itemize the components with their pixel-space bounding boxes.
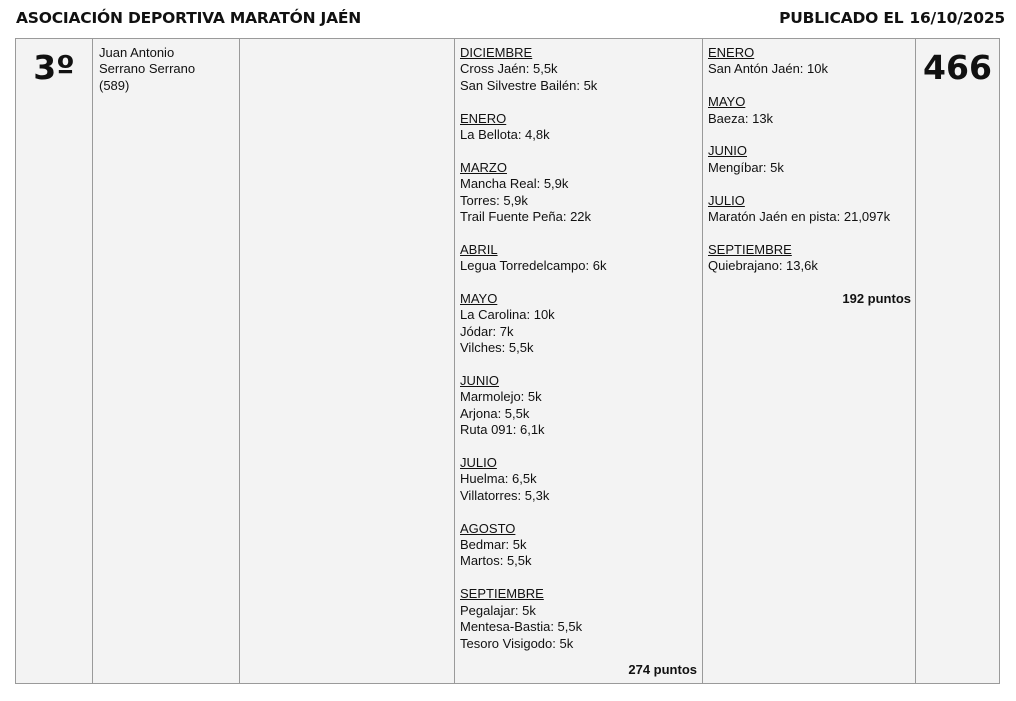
race-entry: San Antón Jaén: 10k bbox=[708, 61, 828, 77]
month-heading: JULIO bbox=[708, 192, 745, 208]
race-entry: Marmolejo: 5k bbox=[460, 389, 542, 405]
athlete-first-name: Juan Antonio bbox=[99, 45, 175, 60]
race-entry: Torres: 5,9k bbox=[460, 192, 528, 208]
published-info bbox=[779, 9, 1005, 27]
season1-race-list bbox=[460, 45, 702, 652]
season1-races-cell bbox=[454, 39, 702, 683]
ranking-table bbox=[15, 38, 1000, 684]
month-group bbox=[460, 242, 702, 275]
month-group bbox=[708, 193, 915, 226]
season2-race-list bbox=[708, 45, 915, 275]
season2-points: 192 puntos bbox=[842, 291, 911, 307]
club-title: ASOCIACIÓN DEPORTIVA MARATÓN JAÉN bbox=[16, 9, 362, 27]
race-entry: Mengíbar: 5k bbox=[708, 159, 784, 175]
race-entry: Huelma: 6,5k bbox=[460, 471, 537, 487]
race-entry: Jódar: 7k bbox=[460, 323, 514, 339]
month-group bbox=[460, 373, 702, 439]
race-entry: Vilches: 5,5k bbox=[460, 340, 534, 356]
race-entry: San Silvestre Bailén: 5k bbox=[460, 77, 598, 93]
month-group bbox=[708, 94, 915, 127]
month-heading: AGOSTO bbox=[460, 520, 516, 536]
month-heading: JULIO bbox=[460, 455, 497, 471]
month-group bbox=[460, 291, 702, 357]
month-heading: ABRIL bbox=[460, 241, 498, 257]
race-entry: Maratón Jaén en pista: 21,097k bbox=[708, 209, 891, 225]
month-group bbox=[460, 111, 702, 144]
month-heading: ENERO bbox=[460, 110, 507, 126]
total-points-value: 466 bbox=[923, 48, 992, 87]
race-entry: Ruta 091: 6,1k bbox=[460, 422, 545, 438]
month-group bbox=[460, 160, 702, 226]
season2-races-cell bbox=[702, 39, 915, 683]
position-cell bbox=[16, 39, 92, 683]
month-group bbox=[460, 45, 702, 94]
month-heading: DICIEMBRE bbox=[460, 45, 533, 60]
month-heading: MAYO bbox=[460, 291, 498, 307]
month-group bbox=[708, 45, 915, 78]
athlete-dorsal: (589) bbox=[99, 77, 130, 93]
published-label: PUBLICADO EL bbox=[779, 9, 904, 27]
month-heading: JUNIO bbox=[708, 143, 747, 159]
race-entry: Tesoro Visigodo: 5k bbox=[460, 635, 574, 651]
race-entry: Pegalajar: 5k bbox=[460, 602, 536, 618]
race-entry: Arjona: 5,5k bbox=[460, 405, 530, 421]
month-heading: ENERO bbox=[708, 45, 755, 60]
athlete-last-name: Serrano Serrano bbox=[99, 61, 196, 77]
race-entry: Villatorres: 5,3k bbox=[460, 487, 550, 503]
race-entry: La Bellota: 4,8k bbox=[460, 127, 550, 143]
race-entry: Mentesa-Bastia: 5,5k bbox=[460, 619, 583, 635]
race-entry: Baeza: 13k bbox=[708, 110, 774, 126]
race-entry: La Carolina: 10k bbox=[460, 307, 555, 323]
race-entry: Legua Torredelcampo: 6k bbox=[460, 258, 607, 274]
empty-cell bbox=[239, 39, 454, 683]
race-entry: Martos: 5,5k bbox=[460, 553, 532, 569]
month-group bbox=[460, 455, 702, 504]
race-entry: Quiebrajano: 13,6k bbox=[708, 258, 818, 274]
month-group bbox=[708, 143, 915, 176]
month-group bbox=[708, 242, 915, 275]
race-entry: Trail Fuente Peña: 22k bbox=[460, 209, 592, 225]
race-entry: Cross Jaén: 5,5k bbox=[460, 61, 558, 77]
total-cell bbox=[915, 39, 999, 683]
athlete-cell bbox=[92, 39, 239, 683]
month-heading: MARZO bbox=[460, 159, 507, 175]
month-group bbox=[460, 586, 702, 652]
race-entry: Bedmar: 5k bbox=[460, 537, 527, 553]
month-heading: MAYO bbox=[708, 94, 746, 110]
race-entry: Mancha Real: 5,9k bbox=[460, 176, 569, 192]
published-date: 16/10/2025 bbox=[909, 9, 1005, 27]
month-heading: JUNIO bbox=[460, 373, 499, 389]
month-heading: SEPTIEMBRE bbox=[460, 586, 544, 602]
season1-points: 274 puntos bbox=[628, 661, 697, 677]
position-value: 3º bbox=[33, 48, 75, 87]
month-group bbox=[460, 521, 702, 570]
month-heading: SEPTIEMBRE bbox=[708, 241, 792, 257]
